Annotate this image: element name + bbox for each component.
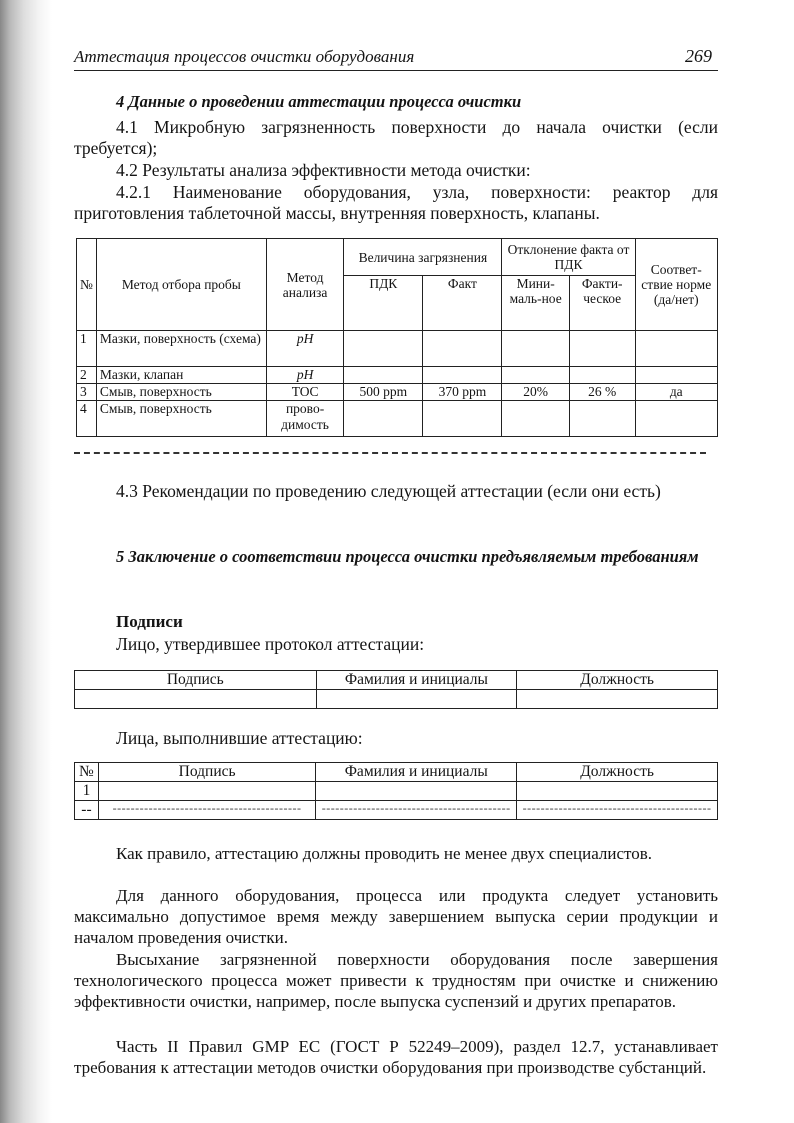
- row-pdk: [344, 367, 423, 384]
- header-sampling-method: Метод отбора пробы: [96, 239, 266, 331]
- col-number: №: [75, 763, 99, 782]
- approver-label: Лицо, утвердившее протокол аттестации:: [116, 634, 425, 654]
- name-cell: [316, 782, 517, 801]
- binding-shadow: [0, 0, 52, 1123]
- row-actual: [569, 367, 635, 384]
- row-minimal: [502, 401, 569, 437]
- signature-cell: [75, 690, 317, 709]
- col-position: Должность: [517, 671, 718, 690]
- header-contamination: Величина загрязнения: [344, 239, 502, 276]
- approver-signature-table: [74, 670, 718, 709]
- running-header: [74, 46, 718, 71]
- row-analysis: прово-димость: [266, 401, 343, 437]
- table-row: [77, 384, 718, 401]
- signature-cell: [98, 782, 315, 801]
- body-paragraph-1: Как правило, аттестацию должны проводить не менее двух специалистов.: [116, 844, 653, 863]
- row-number: 1: [77, 331, 97, 367]
- header-pdk: ПДК: [344, 276, 423, 331]
- col-name: Фамилия и инициалы: [316, 671, 517, 690]
- header-minimal: Мини-маль-ное: [502, 276, 569, 331]
- row-pdk: 500 ppm: [344, 384, 423, 401]
- row-actual: [569, 401, 635, 437]
- row-analysis: TOC: [266, 384, 343, 401]
- signatures-title: Подписи: [116, 612, 183, 631]
- header-fact: Факт: [423, 276, 502, 331]
- body-paragraph-4: Часть II Правил GMP ЕС (ГОСТ Р 52249–2009), раздел 12.7, устанавливает требования к аттестации методов очистки оборудования при производстве субстанций.: [74, 1037, 718, 1077]
- table-row: [77, 401, 718, 437]
- row-number: 2: [77, 367, 97, 384]
- row-pdk: [344, 401, 423, 437]
- dashed-separator: [74, 452, 706, 454]
- row-number: --: [75, 801, 99, 820]
- row-sampling: Мазки, поверхность (схема): [96, 331, 266, 367]
- table-row: [77, 331, 718, 367]
- row-compliance: [635, 367, 717, 384]
- paragraph-4-1: 4.1 Микробную загрязненность поверхности до начала очистки (если требуется);: [74, 117, 718, 158]
- row-compliance: [635, 401, 717, 437]
- row-pdk: [344, 331, 423, 367]
- paragraph-4-2-1: 4.2.1 Наименование оборудования, узла, поверхности: реактор для приготовления таблеточной массы, внутренняя поверхность, клапаны.: [74, 182, 718, 223]
- performers-signature-table: [74, 762, 718, 820]
- performers-label: Лица, выполнившие аттестацию:: [116, 728, 363, 748]
- row-number: 1: [75, 782, 99, 801]
- paragraph-4-2: 4.2 Результаты анализа эффективности метода очистки:: [116, 160, 531, 180]
- page-number: 269: [685, 46, 712, 66]
- row-actual: [569, 331, 635, 367]
- row-number: 4: [77, 401, 97, 437]
- row-fact: [423, 401, 502, 437]
- row-sampling: Смыв, поверхность: [96, 384, 266, 401]
- row-fact: 370 ppm: [423, 384, 502, 401]
- row-compliance: да: [635, 384, 717, 401]
- name-cell: [316, 690, 517, 709]
- row-sampling: Смыв, поверхность: [96, 401, 266, 437]
- col-name: Фамилия и инициалы: [316, 763, 517, 782]
- row-fact: [423, 367, 502, 384]
- running-header-title: Аттестация процессов очистки оборудования: [74, 47, 415, 66]
- col-signature: Подпись: [75, 671, 317, 690]
- dashed-cell: ------------------------------------------: [316, 801, 517, 820]
- position-cell: [517, 782, 718, 801]
- header-compliance: Соответ-ствие норме (да/нет): [635, 239, 717, 331]
- table-row: [75, 801, 718, 820]
- row-analysis: pH: [266, 331, 343, 367]
- table-row: [75, 782, 718, 801]
- header-actual: Факти-ческое: [569, 276, 635, 331]
- col-signature: Подпись: [98, 763, 315, 782]
- table-row: [77, 367, 718, 384]
- row-sampling: Мазки, клапан: [96, 367, 266, 384]
- dashed-cell: ------------------------------------------: [98, 801, 315, 820]
- header-deviation: Отклонение факта от ПДК: [502, 239, 635, 276]
- row-minimal: 20%: [502, 384, 569, 401]
- position-cell: [517, 690, 718, 709]
- section-4-title: 4 Данные о проведении аттестации процесса очистки: [116, 92, 522, 111]
- results-table: [76, 238, 718, 437]
- dashed-cell: ------------------------------------------: [517, 801, 718, 820]
- col-position: Должность: [517, 763, 718, 782]
- header-number: №: [77, 239, 97, 331]
- body-paragraph-2: Для данного оборудования, процесса или продукта следует установить максимально допустимое время между завершением выпуска серии продукции и началом проведения очистки.: [74, 886, 718, 947]
- row-compliance: [635, 331, 717, 367]
- row-minimal: [502, 331, 569, 367]
- section-5-title: 5 Заключение о соответствии процесса очистки предъявляемым требованиям: [116, 547, 699, 566]
- row-fact: [423, 331, 502, 367]
- row-number: 3: [77, 384, 97, 401]
- row-actual: 26 %: [569, 384, 635, 401]
- body-paragraph-3: Высыхание загрязненной поверхности оборудования после завершения технологического процесса может привести к трудностям при очистке и снижению эффективности очистки, например, после выпуска суспензий и других препаратов.: [74, 950, 718, 1011]
- header-analysis-method: Метод анализа: [266, 239, 343, 331]
- row-minimal: [502, 367, 569, 384]
- row-analysis: pH: [266, 367, 343, 384]
- paragraph-4-3: 4.3 Рекомендации по проведению следующей аттестации (если они есть): [116, 481, 661, 501]
